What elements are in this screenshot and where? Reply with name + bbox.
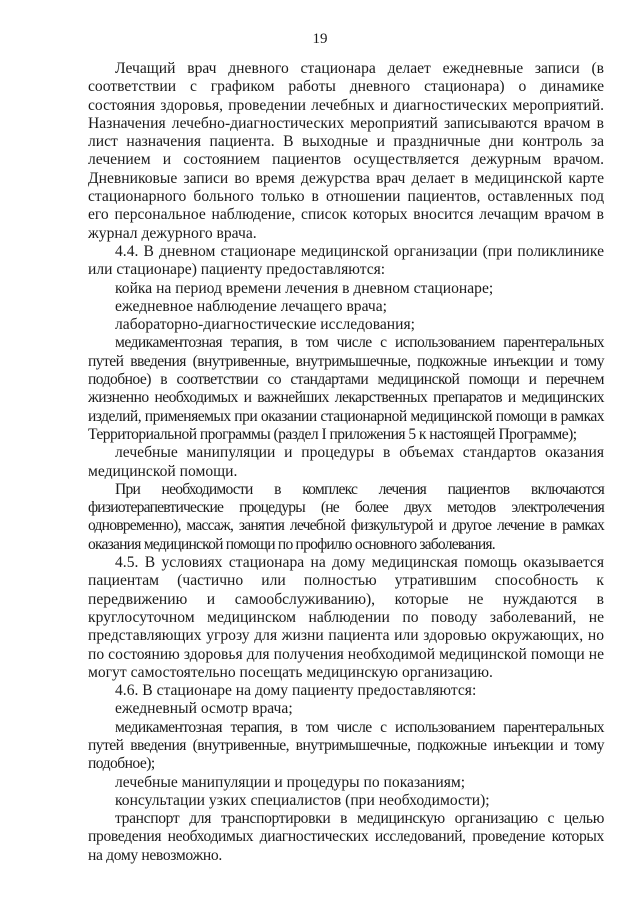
list-item-daily-observation: ежедневное наблюдение лечащего врача; [115,297,387,315]
paragraph-physiotherapy: При необходимости в комплекс лечения пациентов включаются физиотерапевтические процедуры (не более двух методов электролечения одновременно), массаж, занятия лечебной физкультурой и другое лечение в рамках оказания медицинской помощи по профилю основного заболевания. [88,480,604,553]
list-item-drug-therapy: медикаментозная терапия, в том числе с использованием парентеральных путей введения (внутривенные, внутримышечные, подкожные инъекции и тому подобное) в соответствии со стандартами медицинской помощи и перечнем жизненно необходимых и важнейших лекарственных препаратов и медицинских изделий, применяемых при оказании стационарной медицинской помощи в рамках Территориальной программы (раздел I приложения 5 к настоящей Программе); [88,334,604,443]
list-item-daily-exam: ежедневный осмотр врача; [115,700,293,718]
paragraph-4-5-home-hospital: 4.5. В условиях стационара на дому медицинская помощь оказывается пациентам (частично или полностью утратившим способность к передвижению и самообслуживанию), которые не нуждаются в круглосуточном медицинском наблюдении по поводу заболеваний, не представляющих угрозу для жизни пациента или здоровью окружающих, но по состоянию здоровья для получения необходимой медицинской помощи не могут самостоятельно посещать медицинскую организацию. [88,554,604,681]
page-number: 19 [312,31,328,47]
list-item-home-drug-therapy: медикаментозная терапия, в том числе с использованием парентеральных путей введения (внутривенные, внутримышечные, подкожные инъекции и тому подобное); [88,718,604,773]
list-item-bed: койка на период времени лечения в дневном стационаре; [115,279,494,297]
paragraph-4-4-heading: 4.4. В дневном стационаре медицинской организации (при поликлинике или стационаре) пациенту предоставляются: [88,242,604,279]
list-item-lab-diagnostics: лабораторно-диагностические исследования; [115,316,415,334]
paragraph-4-6-heading: 4.6. В стационаре на дому пациенту предоставляются: [115,682,477,700]
list-item-home-manipulations: лечебные манипуляции и процедуры по показаниям; [115,773,466,791]
list-item-specialist-consultations: консультации узких специалистов (при необходимости); [115,791,490,809]
list-item-transport: транспорт для транспортировки в медицинскую организацию с целью проведения необходимых диагностических исследований, проведение которых на дому невозможно. [88,810,604,864]
document-body [88,60,604,865]
paragraph-doctor-records: Лечащий врач дневного стационара делает ежедневные записи (в соответствии с графиком работы дневного стационара) о динамике состояния здоровья, проведении лечебных и диагностических мероприятий. Назначения лечебно-диагностических мероприятий записываются врачом в лист назначения пациента. В выходные и праздничные дни контроль за лечением и состоянием пациентов осуществляется дежурным врачом. Дневниковые записи во время дежурства врач делает в медицинской карте стационарного больного только в отношении пациентов, оставленных под его персональное наблюдение, список которых вносится лечащим врачом в журнал дежурного врача. [88,60,604,242]
list-item-medical-manipulations: лечебные манипуляции и процедуры в объемах стандартов оказания медицинской помощи. [88,444,604,480]
